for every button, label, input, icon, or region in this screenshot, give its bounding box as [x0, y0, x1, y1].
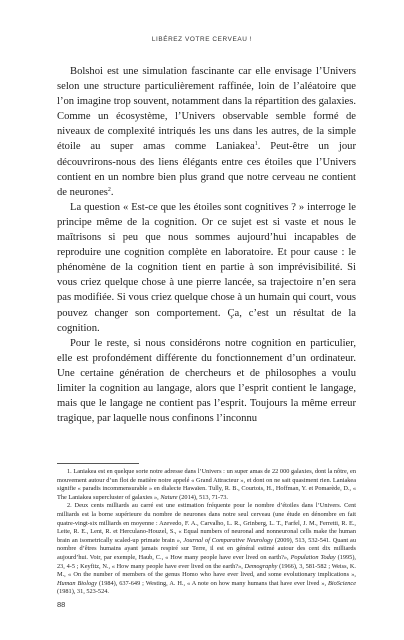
footnotes — [57, 468, 356, 597]
paragraph: Bolshoi est une simulation fascinante car elle envisage l’Univers selon une structure particulièrement raffinée, loin de l’aléatoire que l’on imagine trop souvent, notamment dans la répartition des galaxies. Comme un écosystème, l’Univers observable semble formé de niveaux de complexité intriqués les uns dans les autres, de la simple étoile au super amas comme Laniakea$^1$. Peut-être un jour découvrirons-nous des liens élégants entre ces étoiles que l’Univers contient en un nombre bien plus grand que notre cerveau ne contient de neurones$^2$. — [57, 66, 356, 198]
footnote-rule — [57, 463, 139, 464]
footnote-ref[interactable]: 1 — [254, 141, 258, 148]
body-text — [57, 58, 356, 426]
paragraph: La question « Est-ce que les étoiles sont cognitives ? » interroge le principe même de la cognition. Or ce sujet est si vaste et nous le maîtrisons si peu que nous sommes aujourd’hui incapables de reproduire une cognition complète en laboratoire. Et pour cause : le phénomène de la cognition tient en partie à son imprévisibilité. Si vous criez quelque chose à une pierre lancée, sa trajectoire n’en sera pas modifiée. Si vous criez quelque chose à un humain qui court, vous pouvez changer son comportement. Ça, c’est un résultat de la cognition. — [57, 201, 356, 334]
footnote-ref[interactable]: 2 — [107, 186, 111, 193]
footnote: 2. Deux cents milliards au carré est une estimation fréquente pour le nombre d’étoiles dans l’Univers. Cent milliards est la borne supérieure du nombre de neurones dans notre seul cerveau (une étude en dénombre en fait quatre-vingt-six milliards en moyenne : Azevedo, F. A., Carvalho, L. R., Grinberg, L. T., Farfel, J. M., Ferretti, R. E., Leite, R. E., Lent, R. et Herculano-Houzel, S., « Equal numbers of neuronal and nonneuronal cells make the human brain an isometrically scaled-up primate brain », Journal of Comparative Neurology (2009), 513, 532-541. Quant au nombre d’êtres humains ayant jamais respiré sur Terre, il est en général estimé autour des cent dix milliards aujourd’hui. Voir, par exemple, Haub, C., « How many people have ever lived on earth?», Population Today (1995), 23, 4-5 ; Keyfitz, N., « How many people have ever lived on the earth?», Demography (1966), 3, 581-582 ; Weiss, K. M., « On the number of members of the genus Homo who have ever lived, and some evolutionary implications », Human Biology (1984), 637-649 ; Westing, A. H., « A note on how many humans that have ever lived », BioScience (1981), 31, 523-524. — [57, 502, 357, 596]
running-head: LIBÉREZ VOTRE CERVEAU ! — [151, 36, 253, 43]
paragraph: Pour le reste, si nous considérons notre cognition en particulier, elle est profondément différente du fonctionnement d’un ordinateur. Une certaine génération de chercheurs et de philosophes a voulu limiter la cognition au langage, alors que l’esprit contient le langage, mais que le langage ne contient pas l’esprit. Toujours la même erreur tragique, par laquelle nous confinons l’inconnu — [57, 337, 356, 425]
page-number: 88 — [57, 600, 66, 609]
footnote: 1. Laniakea est en quelque sorte notre adresse dans l’Univers : un super amas de 22 000 galaxies, dont la nôtre, en mouvement autour d’un flot de matière noire appelé « Grand Attracteur », et dont on ne sait quasiment rien. Laniakea signifie « paradis incommensurable » en dialecte Hawaïen. Tully, R. B., Courtois, H., Hoffman, Y. et Pomarède, D., « The Laniakea supercluster of galaxies », Nature (2014), 513, 71-73. — [57, 468, 356, 501]
